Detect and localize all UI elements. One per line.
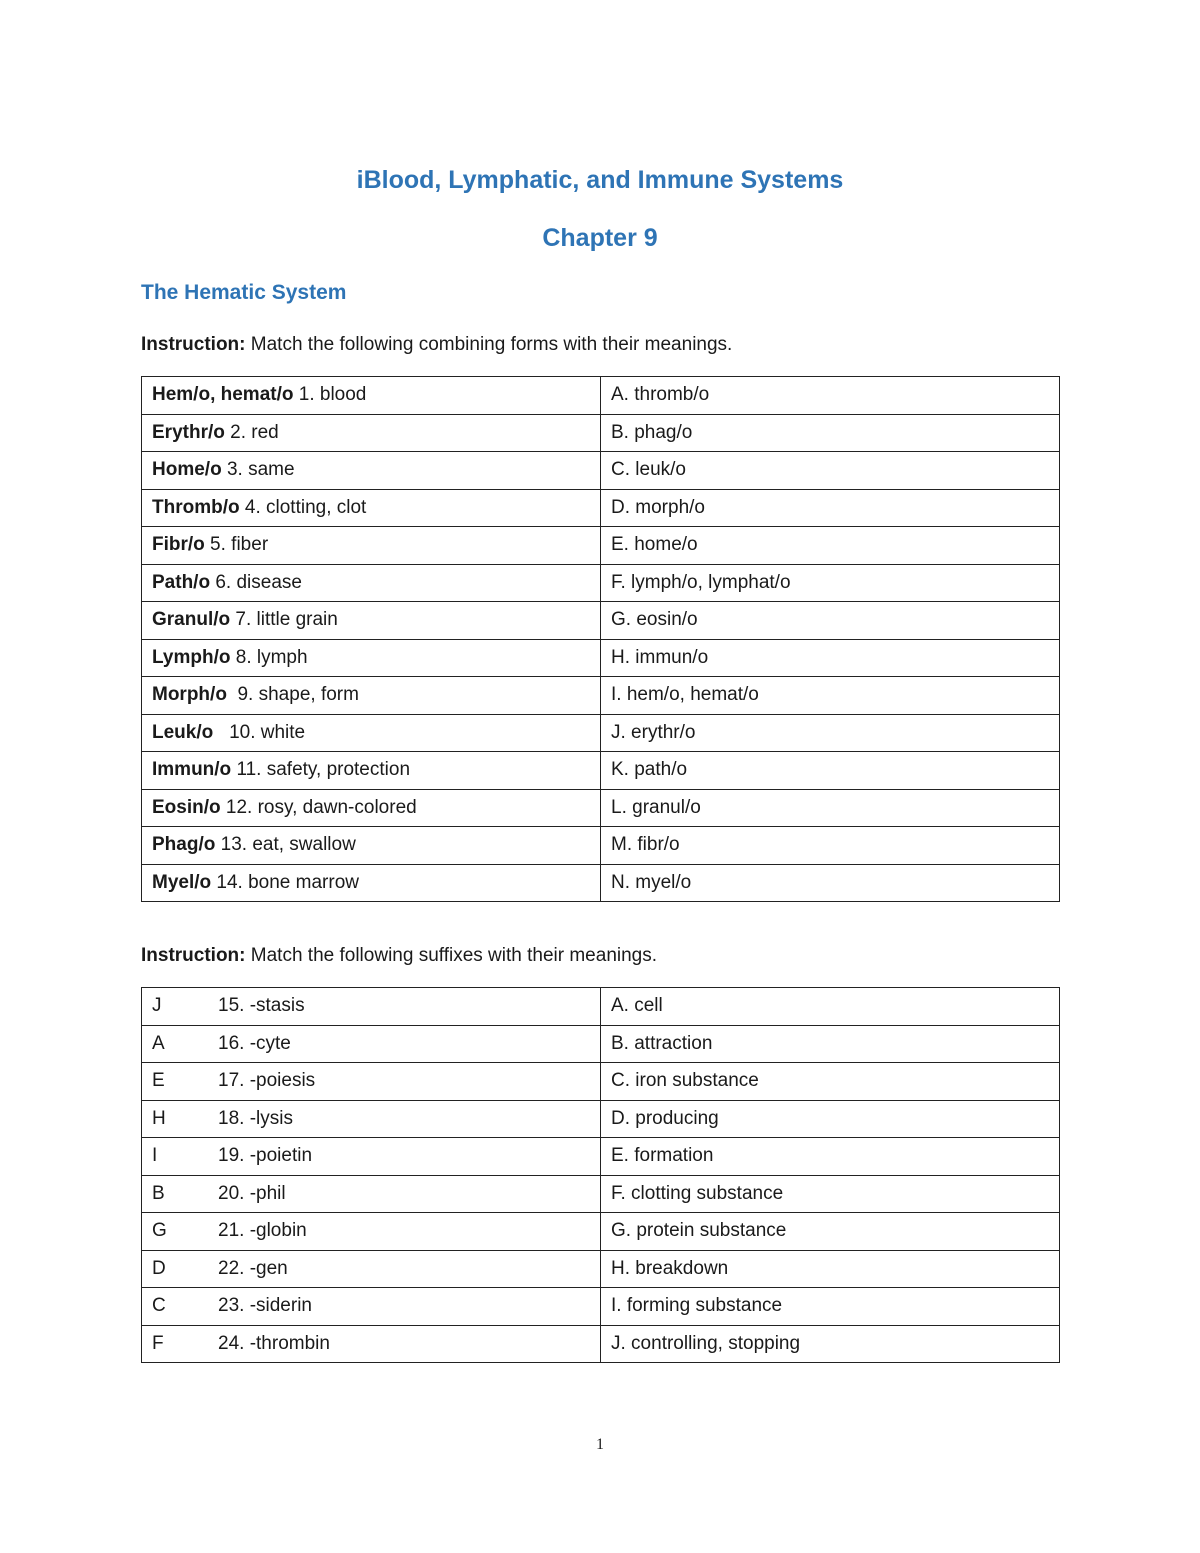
option-cell: E. formation — [601, 1138, 1060, 1176]
combining-form-meaning: 2. red — [224, 421, 279, 443]
table-row — [142, 864, 1060, 902]
suffix-text: 22. -gen — [218, 1257, 288, 1279]
table-row — [142, 377, 1060, 415]
combining-form-meaning: 1. blood — [293, 384, 367, 406]
combining-form-term: Granul/o — [152, 609, 231, 631]
table-row — [142, 1288, 1060, 1326]
table-row — [142, 452, 1060, 490]
table-row — [142, 1138, 1060, 1176]
suffix-text: 15. -stasis — [218, 995, 305, 1017]
table-row — [142, 1325, 1060, 1363]
combining-form-meaning: 7. little grain — [230, 609, 338, 631]
form-cell — [142, 527, 601, 565]
option-cell: H. immun/o — [601, 639, 1060, 677]
combining-form-meaning: 3. same — [221, 459, 295, 481]
form-cell — [142, 752, 601, 790]
option-cell: M. fibr/o — [601, 827, 1060, 865]
option-cell: D. producing — [601, 1100, 1060, 1138]
option-cell: K. path/o — [601, 752, 1060, 790]
suffix-cell — [142, 988, 601, 1026]
table-row — [142, 714, 1060, 752]
instruction-label: Instruction: — [141, 334, 246, 355]
suffix-text: 21. -globin — [218, 1220, 307, 1242]
option-cell: C. leuk/o — [601, 452, 1060, 490]
table-row — [142, 988, 1060, 1026]
option-cell: A. thromb/o — [601, 377, 1060, 415]
combining-form-term: Immun/o — [152, 759, 232, 781]
answer-letter: G — [152, 1220, 167, 1242]
option-cell: D. morph/o — [601, 489, 1060, 527]
suffix-cell — [142, 1213, 601, 1251]
table-row — [142, 1025, 1060, 1063]
instruction-text: Match the following suffixes with their meanings. — [245, 945, 658, 966]
suffix-text: 24. -thrombin — [218, 1332, 330, 1354]
option-cell: I. forming substance — [601, 1288, 1060, 1326]
form-cell — [142, 564, 601, 602]
combining-form-term: Leuk/o — [152, 721, 214, 743]
answer-letter: D — [152, 1257, 166, 1279]
form-cell — [142, 639, 601, 677]
combining-form-term: Phag/o — [152, 834, 216, 856]
combining-form-term: Hem/o, hemat/o — [152, 384, 294, 406]
suffix-text: 20. -phil — [218, 1182, 286, 1204]
answer-letter: E — [152, 1070, 165, 1092]
option-cell: E. home/o — [601, 527, 1060, 565]
instruction-text: Match the following combining forms with their meanings. — [245, 334, 733, 355]
combining-form-meaning: 9. shape, form — [226, 684, 359, 706]
section-heading: The Hematic System — [141, 281, 347, 304]
table-row — [142, 1063, 1060, 1101]
table-row — [142, 564, 1060, 602]
combining-form-term: Eosin/o — [152, 796, 221, 818]
combining-form-term: Myel/o — [152, 871, 212, 893]
suffix-text: 16. -cyte — [218, 1032, 291, 1054]
option-cell: A. cell — [601, 988, 1060, 1026]
chapter-heading: Chapter 9 — [542, 224, 658, 252]
option-cell: B. attraction — [601, 1025, 1060, 1063]
table-row — [142, 527, 1060, 565]
suffix-text: 19. -poietin — [218, 1145, 313, 1167]
option-cell: L. granul/o — [601, 789, 1060, 827]
combining-form-term: Lymph/o — [152, 646, 231, 668]
option-cell: N. myel/o — [601, 864, 1060, 902]
option-cell: C. iron substance — [601, 1063, 1060, 1101]
answer-letter: H — [152, 1107, 166, 1129]
table-row — [142, 639, 1060, 677]
combining-form-meaning: 6. disease — [210, 571, 302, 593]
suffix-cell — [142, 1138, 601, 1176]
answer-letter: J — [152, 995, 162, 1017]
table-row — [142, 1250, 1060, 1288]
option-cell: B. phag/o — [601, 414, 1060, 452]
form-cell — [142, 489, 601, 527]
suffix-cell — [142, 1175, 601, 1213]
option-cell: G. protein substance — [601, 1213, 1060, 1251]
suffix-cell — [142, 1063, 601, 1101]
option-cell: G. eosin/o — [601, 602, 1060, 640]
option-cell: H. breakdown — [601, 1250, 1060, 1288]
table-row — [142, 414, 1060, 452]
form-cell — [142, 714, 601, 752]
suffix-cell — [142, 1100, 601, 1138]
combining-form-meaning: 4. clotting, clot — [239, 496, 367, 518]
combining-form-meaning: 14. bone marrow — [211, 871, 359, 893]
form-cell — [142, 602, 601, 640]
table-row — [142, 752, 1060, 790]
table-row — [142, 677, 1060, 715]
table-row — [142, 789, 1060, 827]
combining-form-term: Thromb/o — [152, 496, 240, 518]
combining-form-term: Path/o — [152, 571, 211, 593]
table-row — [142, 1213, 1060, 1251]
suffix-text: 23. -siderin — [218, 1295, 312, 1317]
table-row — [142, 489, 1060, 527]
form-cell — [142, 827, 601, 865]
answer-letter: A — [152, 1032, 165, 1054]
combining-form-meaning: 5. fiber — [204, 534, 269, 556]
suffix-cell — [142, 1250, 601, 1288]
form-cell — [142, 789, 601, 827]
combining-forms-instruction — [141, 334, 732, 356]
combining-form-term: Morph/o — [152, 684, 227, 706]
document-title: iBlood, Lymphatic, and Immune Systems — [356, 166, 844, 194]
combining-form-meaning: 11. safety, protection — [231, 759, 411, 781]
form-cell — [142, 377, 601, 415]
table-row — [142, 1175, 1060, 1213]
option-cell: J. controlling, stopping — [601, 1325, 1060, 1363]
table-row — [142, 1100, 1060, 1138]
form-cell — [142, 452, 601, 490]
suffix-cell — [142, 1325, 601, 1363]
suffix-text: 17. -poiesis — [218, 1070, 316, 1092]
suffix-text: 18. -lysis — [218, 1107, 293, 1129]
answer-letter: F — [152, 1332, 164, 1354]
suffixes-table — [141, 987, 1060, 1363]
option-cell: F. lymph/o, lymphat/o — [601, 564, 1060, 602]
table-row — [142, 827, 1060, 865]
form-cell — [142, 864, 601, 902]
option-cell: J. erythr/o — [601, 714, 1060, 752]
combining-form-meaning: 13. eat, swallow — [215, 834, 356, 856]
combining-form-meaning: 12. rosy, dawn-colored — [220, 796, 417, 818]
combining-form-term: Erythr/o — [152, 421, 225, 443]
combining-form-term: Home/o — [152, 459, 222, 481]
option-cell: I. hem/o, hemat/o — [601, 677, 1060, 715]
answer-letter: C — [152, 1295, 166, 1317]
option-cell: F. clotting substance — [601, 1175, 1060, 1213]
suffix-cell — [142, 1288, 601, 1326]
combining-form-meaning: 10. white — [213, 721, 306, 743]
instruction-label: Instruction: — [141, 945, 246, 966]
page-number: 1 — [596, 1436, 604, 1453]
table-row — [142, 602, 1060, 640]
answer-letter: B — [152, 1182, 165, 1204]
combining-form-meaning: 8. lymph — [230, 646, 308, 668]
suffixes-instruction — [141, 945, 657, 967]
form-cell — [142, 414, 601, 452]
form-cell — [142, 677, 601, 715]
combining-form-term: Fibr/o — [152, 534, 205, 556]
suffix-cell — [142, 1025, 601, 1063]
answer-letter: I — [152, 1145, 158, 1167]
combining-forms-table — [141, 376, 1060, 902]
